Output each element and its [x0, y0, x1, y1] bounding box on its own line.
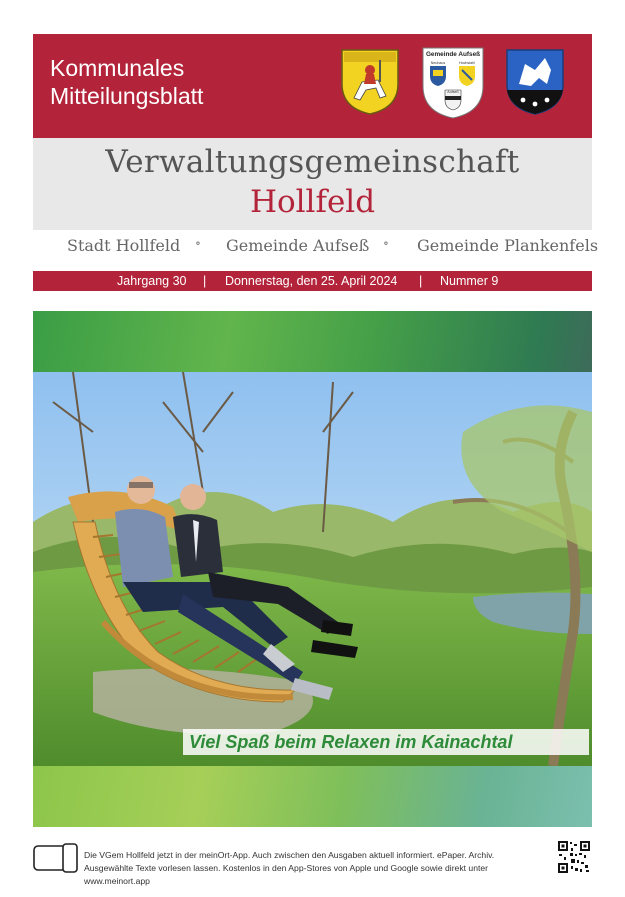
- coat-of-arms-hollfeld-icon: [340, 48, 400, 116]
- coat-of-arms-aufsess-icon: [421, 46, 485, 120]
- cover-photo-frame: [33, 311, 592, 827]
- title-line-2: Mitteilungsblatt: [50, 83, 204, 109]
- app-promo-line-1: Die VGem Hollfeld jetzt in der meinOrt-App. Auch zwischen den Ausgaben aktuell informiert. ePaper. Archiv.: [84, 850, 495, 860]
- app-promo-line-2: Ausgewählte Texte vorlesen lassen. Kostenlos in den App-Stores von Apple und Google sowie direkt unter www.meinort.app: [84, 863, 488, 886]
- administration-banner: [33, 138, 592, 230]
- crest-aufsess-sub-right: Hochstahl: [459, 61, 475, 65]
- issue-year: Jahrgang 30: [117, 274, 187, 288]
- town-separator: ∘: [195, 236, 201, 250]
- app-promo-text: [84, 849, 554, 888]
- issue-date: Donnerstag, den 25. April 2024: [225, 274, 398, 288]
- town-separator: ∘: [383, 236, 389, 250]
- qr-code-icon[interactable]: [557, 840, 591, 874]
- town-aufsess: Gemeinde Aufseß: [226, 236, 370, 255]
- coat-of-arms-plankenfels-icon: [505, 48, 565, 116]
- publication-title: [50, 54, 203, 110]
- photo-top-strip: [33, 311, 592, 372]
- banner-line-2: Hollfeld: [249, 184, 376, 220]
- masthead: [33, 34, 592, 138]
- member-towns: [33, 236, 599, 260]
- cover-caption: Viel Spaß beim Relaxen im Kainachtal: [183, 729, 589, 755]
- cover-photo: [33, 372, 592, 766]
- issue-info-bar: [33, 271, 592, 291]
- crest-aufsess-label: Gemeinde Aufseß: [425, 51, 481, 58]
- title-line-1: Kommunales: [50, 55, 185, 81]
- banner-line-1: Verwaltungsgemeinschaft: [105, 144, 520, 180]
- issue-divider: |: [419, 274, 423, 288]
- issue-divider: |: [203, 274, 207, 288]
- photo-bottom-strip: [33, 766, 592, 827]
- issue-number: Nummer 9: [440, 274, 499, 288]
- town-hollfeld: Stadt Hollfeld: [67, 236, 181, 255]
- crest-aufsess-sub-bottom: Aufseß: [447, 90, 459, 94]
- tablet-phone-icon: [33, 843, 79, 873]
- crest-aufsess-sub-left: Neuhaus: [430, 61, 446, 65]
- town-plankenfels: Gemeinde Plankenfels: [417, 236, 599, 255]
